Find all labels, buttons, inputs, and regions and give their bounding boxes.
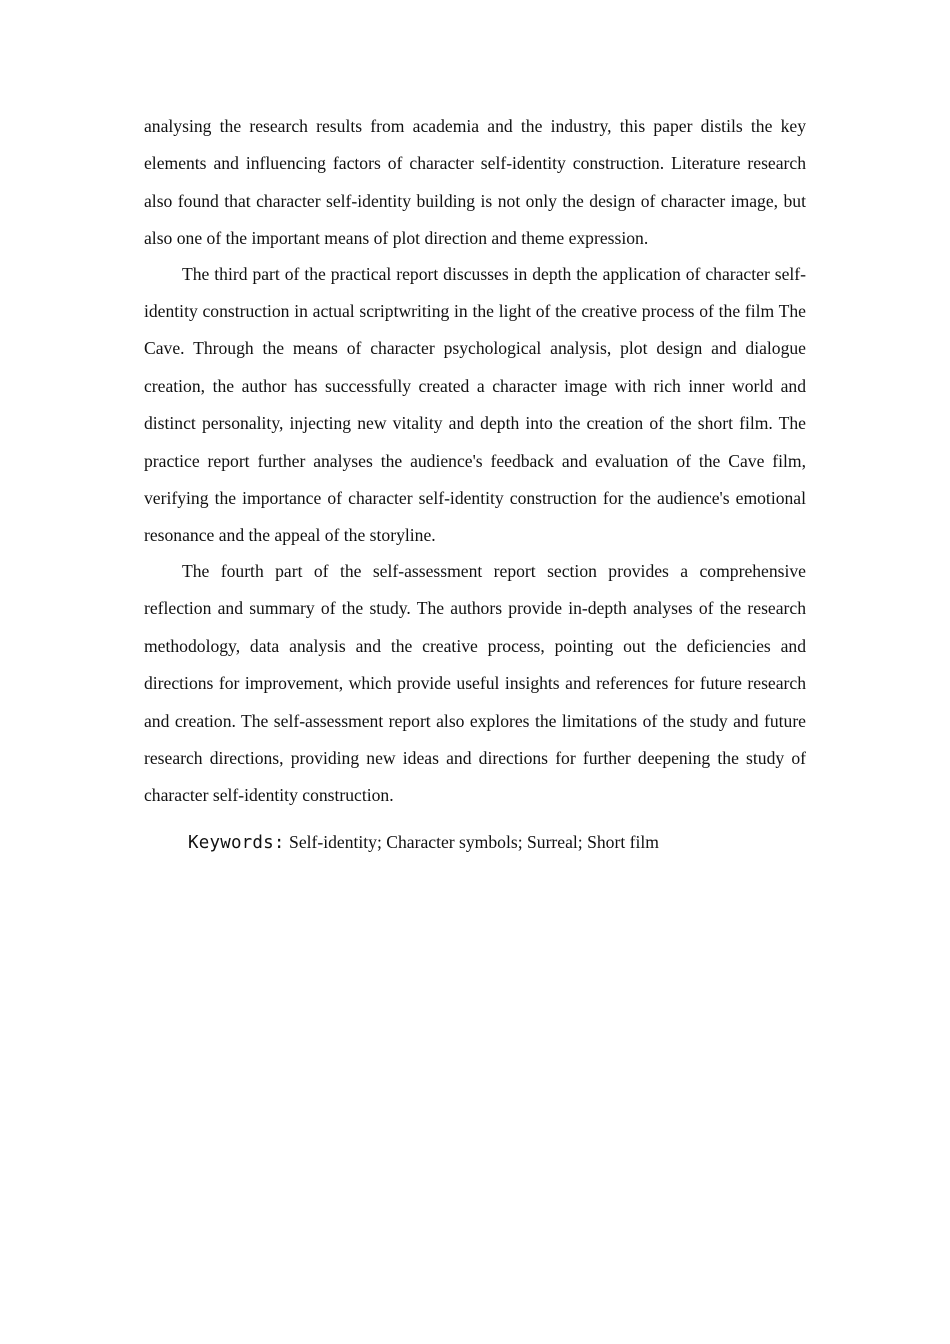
paragraph-fourth-part: The fourth part of the self-assessment report section provides a comprehensive reflection and summary of the study. The authors provide in-depth analyses of the research methodology, data analysis and the creative process, pointing out the deficiencies and directions for improvement, which provide useful insights and references for future research and creation. The self-assessment report also explores the limitations of the study and future research directions, providing new ideas and directions for further deepening the study of character self-identity construction. — [144, 560, 806, 806]
paragraph-continuation: analysing the research results from academia and the industry, this paper distils the key elements and influencing factors of character self-identity construction. Literature research also found that character self-identity building is not only the design of character image, but also one of the important means of plot direction and theme expression. — [144, 116, 806, 249]
paragraph-third-part: The third part of the practical report discusses in depth the application of character self-identity construction in actual scriptwriting in the light of the creative process of the film The Cave. Through the means of character psychological analysis, plot design and dialogue creation, the author has successfully created a character image with rich inner world and distinct personality, injecting new vitality and depth into the creation of the short film. The practice report further analyses the audience's feedback and evaluation of the Cave film, verifying the importance of character self-identity construction for the audience's emotional resonance and the appeal of the storyline. — [144, 263, 806, 546]
document-page — [144, 108, 806, 858]
keywords-value: Self-identity; Character symbols; Surreal; Short film — [289, 831, 659, 852]
keywords-label: Keywords: — [188, 832, 285, 853]
keywords-line — [144, 827, 806, 858]
